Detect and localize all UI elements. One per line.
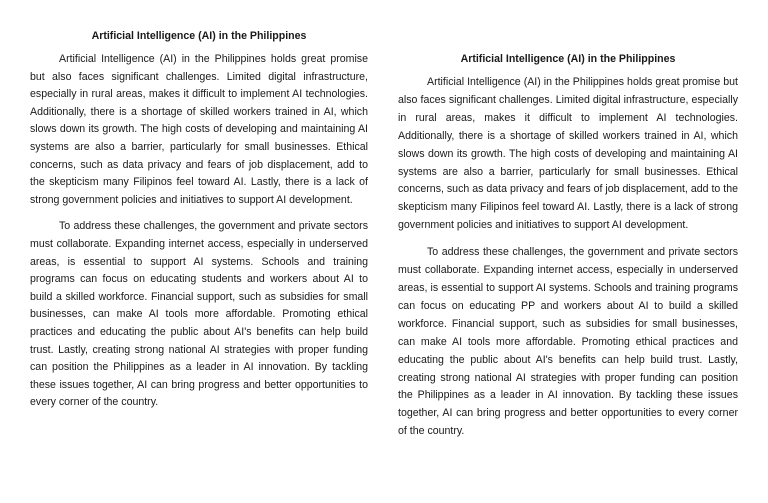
column-divider	[383, 0, 384, 503]
left-paragraph-1: Artificial Intelligence (AI) in the Philippines holds great promise but also faces significant challenges. Limited digital infrastructure, especially in rural areas, makes it difficult to implement AI technologies. Additionally, there is a shortage of skilled workers trained in AI, which slows down its growth. The high costs of developing and maintaining AI systems are also a barrier, particularly for small businesses. Ethical concerns, such as data privacy and fears of job displacement, add to the skepticism many Filipinos feel toward AI. Lastly, there is a lack of strong government policies and initiatives to support AI development.	[30, 53, 368, 206]
right-paragraph-2: To address these challenges, the government and private sectors must collaborate. Expanding internet access, especially in underserved areas, is essential to support AI systems. Schools and training programs can focus on educating PP and workers about AI to build a skilled workforce. Financial support, such as subsidies for small businesses, can make AI tools more affordable. Promoting ethical practices and educating the public about AI's benefits can help build trust. Lastly, creating strong national AI strategies with proper funding can position the Philippines as a leader in AI innovation. By tackling these issues together, AI can bring progress and better opportunities to every corner of the country.	[398, 246, 738, 438]
left-paragraph-2: To address these challenges, the government and private sectors must collaborate. Expanding internet access, especially in underserved areas, is essential to support AI systems. Schools and training programs can focus on educating students and workers about AI to build a skilled workforce. Financial support, such as subsidies for small businesses, can make AI tools more affordable. Promoting ethical practices and educating the public about AI's benefits can help build trust. Lastly, creating strong national AI strategies with proper funding can position the Philippines as a leader in AI innovation. By tackling these issues together, AI can bring progress and better opportunities to every corner of the country.	[30, 220, 368, 409]
left-document-title: Artificial Intelligence (AI) in the Philippines	[91, 30, 307, 42]
right-document-column	[398, 53, 738, 450]
right-paragraph-1: Artificial Intelligence (AI) in the Philippines holds great promise but also faces significant challenges. Limited digital infrastructure, especially in rural areas, makes it difficult to implement AI technologies. Additionally, there is a shortage of skilled workers trained in AI, which slows down its growth. The high costs of developing and maintaining AI systems are also a barrier, particularly for small businesses. Ethical concerns, such as data privacy and fears of job displacement, add to the skepticism many Filipinos feel toward AI. Lastly, there is a lack of strong government policies and initiatives to support AI development.	[398, 76, 738, 232]
left-document-column	[30, 30, 368, 421]
right-document-title: Artificial Intelligence (AI) in the Philippines	[460, 53, 676, 65]
